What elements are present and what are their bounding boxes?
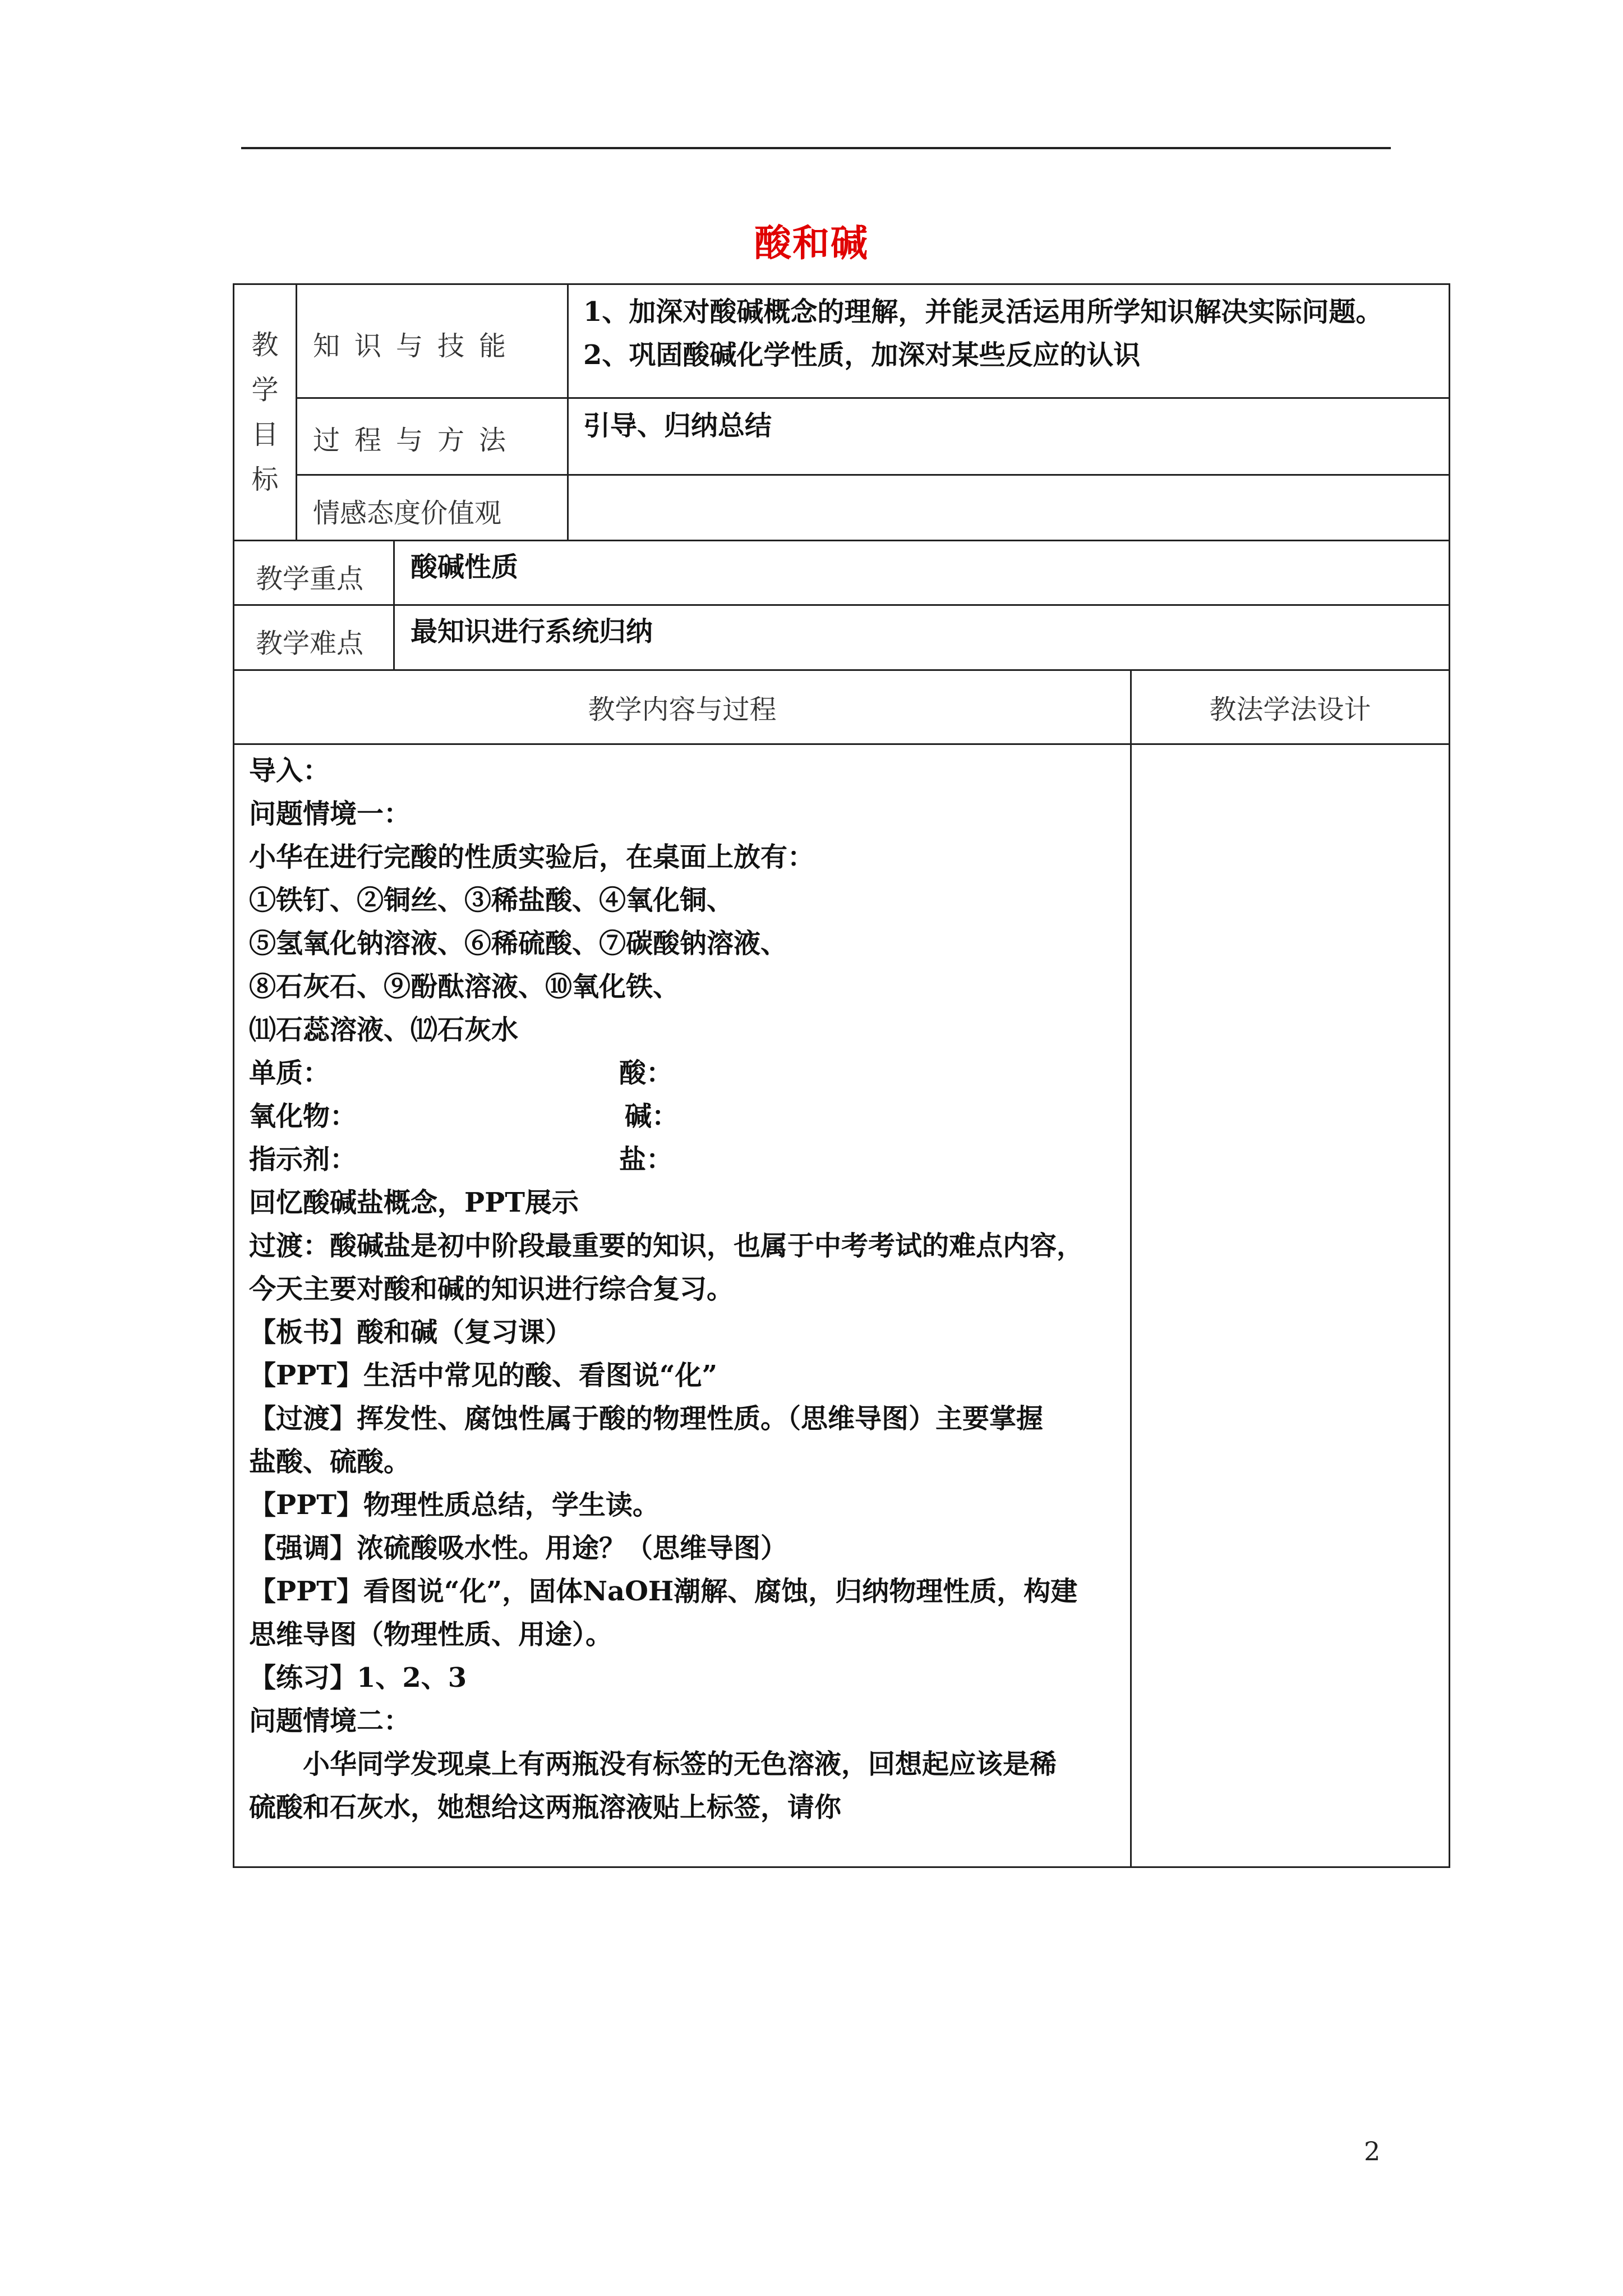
objective-label-knowledge: 知识与技能 bbox=[297, 284, 568, 398]
text-line: 问题情境二： bbox=[249, 1705, 411, 1737]
objective-content-attitude bbox=[568, 475, 1450, 541]
text-line: 小华同学发现桌上有两瓶没有标签的无色溶液，回想起应该是稀 bbox=[303, 1749, 1057, 1780]
page-title: 酸和碱 bbox=[754, 221, 869, 265]
objective-content-process: 引导、归纳总结 bbox=[568, 398, 1450, 475]
difficulty-value-cell: 最知识进行系统归纳 bbox=[394, 605, 1450, 670]
objectives-table bbox=[233, 283, 1450, 541]
text-line: 盐酸、硫酸。 bbox=[249, 1446, 411, 1478]
text-line: 小华在进行完酸的性质实验后，在桌面上放有： bbox=[249, 841, 815, 873]
text-line: 回忆酸碱盐概念，PPT展示 bbox=[249, 1187, 579, 1218]
classification-row: 氧化物： 碱： bbox=[249, 1101, 679, 1132]
objective-label-attitude: 情感态度价值观 bbox=[297, 475, 568, 541]
text-line: 导入： bbox=[249, 755, 330, 786]
key-point-value-cell: 酸碱性质 bbox=[394, 541, 1450, 605]
focus-table bbox=[233, 540, 1450, 671]
process-table bbox=[233, 669, 1450, 1868]
classification-row: 单质： 酸： bbox=[249, 1057, 674, 1089]
text-line: 【PPT】生活中常见的酸、看图说“化” bbox=[249, 1360, 718, 1391]
text-line: 过渡：酸碱盐是初中阶段最重要的知识，也属于中考考试的难点内容， bbox=[249, 1230, 1084, 1262]
objective-content-knowledge: 1、加深对酸碱概念的理解，并能灵活运用所学知识解决实际问题。 2、巩固酸碱化学性质，加深对某些反应的认识 bbox=[568, 284, 1450, 398]
difficulty-label-cell: 教学难点 bbox=[234, 605, 394, 670]
header-rule bbox=[241, 147, 1391, 149]
text-line: ⑧石灰石、⑨酚酞溶液、⑩氧化铁、 bbox=[249, 971, 680, 1002]
text-line: 【过渡】挥发性、腐蚀性属于酸的物理性质。（思维导图）主要掌握 bbox=[249, 1403, 1044, 1434]
text-line: 【PPT】物理性质总结，学生读。 bbox=[249, 1489, 660, 1521]
text-line: ⑤氢氧化钠溶液、⑥稀硫酸、⑦碳酸钠溶液、 bbox=[249, 928, 788, 959]
classification-row: 指示剂： 盐： bbox=[249, 1144, 674, 1175]
page-number: 2 bbox=[1364, 2136, 1381, 2166]
process-method-cell bbox=[1131, 744, 1450, 1867]
process-header-content: 教学内容与过程 bbox=[234, 670, 1131, 744]
text-line: 硫酸和石灰水，她想给这两瓶溶液贴上标签，请你 bbox=[249, 1792, 842, 1823]
text-line: 问题情境一： bbox=[249, 798, 411, 830]
text-line: 今天主要对酸和碱的知识进行综合复习。 bbox=[249, 1273, 734, 1305]
text-line: 【练习】1、2、3 bbox=[249, 1662, 467, 1694]
objective-label-process: 过程与方法 bbox=[297, 398, 568, 475]
objectives-group-label: 教 学 目 标 bbox=[234, 284, 297, 541]
key-point-label-cell: 教学重点 bbox=[234, 541, 394, 605]
text-line: 思维导图（物理性质、用途）。 bbox=[249, 1619, 613, 1650]
text-line: ⑾石蕊溶液、⑿石灰水 bbox=[249, 1014, 519, 1046]
text-line: 【PPT】看图说“化”，固体NaOH潮解、腐蚀，归纳物理性质，构建 bbox=[249, 1576, 1078, 1607]
text-line: 【强调】浓硫酸吸水性。用途？（思维导图） bbox=[249, 1533, 788, 1564]
process-header-method: 教法学法设计 bbox=[1131, 670, 1450, 744]
text-line: ①铁钉、②铜丝、③稀盐酸、④氧化铜、 bbox=[249, 885, 734, 916]
text-line: 【板书】酸和碱（复习课） bbox=[249, 1317, 573, 1348]
process-content-cell bbox=[234, 744, 1131, 1867]
